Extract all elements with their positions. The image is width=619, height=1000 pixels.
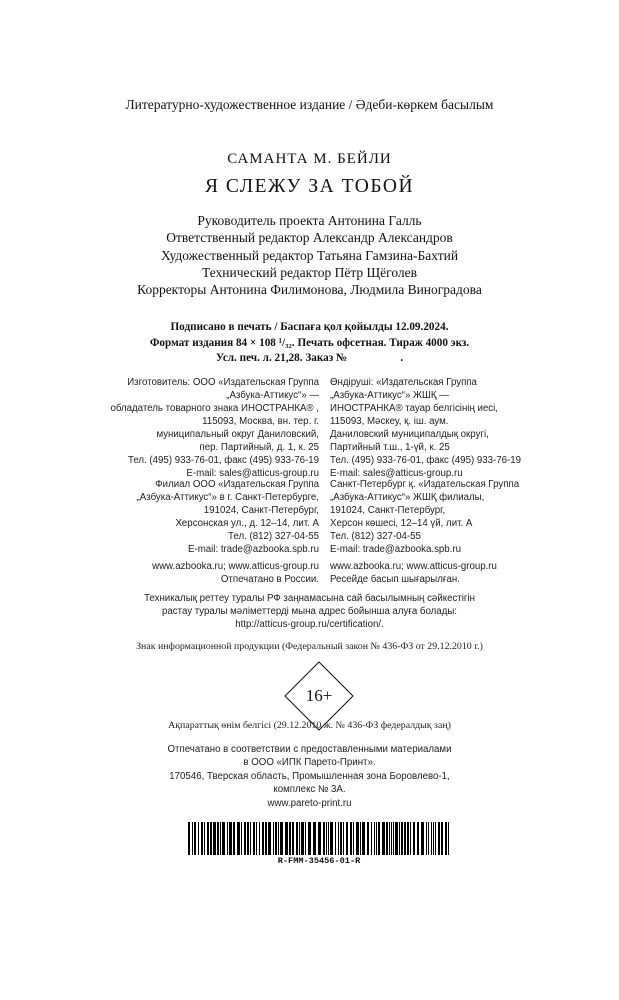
info-sign-kz: Ақпараттық өнім белгісі (29.12.2010 ж. № 436-ФЗ федералдық заң) [168, 720, 451, 731]
barcode-bar [220, 822, 221, 855]
barcode-bar [326, 822, 327, 855]
text-line: Өндіруші: «Издательская Группа [330, 377, 477, 388]
text-line: 191024, Санкт-Петербург, [203, 505, 319, 516]
website-links: www.azbooka.ru; www.atticus-group.ru [330, 561, 497, 572]
barcode [188, 822, 450, 855]
barcode-bar [421, 822, 424, 855]
text-line: Техникалық реттеу туралы РФ заңнамасына сай басылымның сәйкестігін [144, 593, 475, 604]
barcode-bar [335, 822, 336, 855]
barcode-bar [431, 822, 432, 855]
text-line: „Азбука-Аттикус“» — [226, 390, 319, 401]
print-format: Формат издания 84 × 108 ¹/₃₂. Печать офсетная. Тираж 4000 экз. [149, 336, 470, 349]
text-line: Тел. (495) 933-76-01, факс (495) 933-76-19 [330, 455, 522, 466]
book-title: Я СЛЕЖУ ЗА ТОБОЙ [204, 176, 415, 197]
barcode-bar [256, 822, 257, 855]
barcode-bar [308, 822, 311, 855]
barcode-bar [247, 822, 249, 855]
barcode-bar [346, 822, 348, 855]
barcode-bar [438, 822, 440, 855]
text-line: E-mail: trade@azbooka.spb.ru [330, 544, 461, 555]
barcode-bar [404, 822, 406, 855]
barcode-bar [244, 822, 246, 855]
barcode-bar [285, 822, 288, 855]
barcode-bar [323, 822, 325, 855]
barcode-bar [192, 822, 193, 855]
barcode-bar [413, 822, 415, 855]
text-line: обладатель товарного знака ИНОСТРАНКА® , [110, 403, 319, 414]
barcode-bar [268, 822, 271, 855]
barcode-bar [401, 822, 403, 855]
barcode-bar [407, 822, 409, 855]
barcode-bar [299, 822, 300, 855]
barcode-bar [194, 822, 196, 855]
text-line: 115093, Москва, вн. тер. г. [202, 416, 319, 427]
web-kz [330, 560, 570, 586]
barcode-bar [204, 822, 205, 855]
printing-house [0, 743, 619, 810]
credit-tech-editor: Технический редактор Пётр Щёголев [201, 264, 418, 280]
text-line: E-mail: sales@atticus-group.ru [330, 468, 463, 479]
branch-ru [90, 478, 319, 556]
barcode-bar [313, 822, 316, 855]
text-line: комплекс № 3А. [273, 784, 346, 796]
barcode-bar [275, 822, 277, 855]
edition-type: Литературно-художественное издание / Әдеби-көркем басылым [125, 97, 494, 112]
website-links: www.azbooka.ru; www.atticus-group.ru [152, 561, 319, 572]
book-author: САМАНТА М. БЕЙЛИ [227, 151, 392, 167]
text-line: пер. Партийный, д. 1, к. 25 [199, 442, 319, 453]
age-rating: 16+ [305, 686, 333, 705]
manufacturer-ru [90, 376, 319, 480]
credit-proofreaders: Корректоры Антонина Филимонова, Людмила Виноградова [137, 282, 482, 298]
certification-link: http://atticus-group.ru/certification/. [235, 619, 384, 630]
barcode-bar [340, 822, 342, 855]
barcode-bar [417, 822, 419, 855]
manufacturer-kz [330, 376, 570, 480]
barcode-bar [241, 822, 242, 855]
barcode-bar [330, 822, 333, 855]
barcode-bar [318, 822, 321, 855]
print-order: Усл. печ. л. 21,28. Заказ № . [215, 352, 404, 364]
text-line: E-mail: trade@azbooka.spb.ru [188, 544, 319, 555]
barcode-bar [391, 822, 392, 855]
barcode-bar [428, 822, 429, 855]
barcode-bar [356, 822, 359, 855]
web-ru [90, 560, 319, 586]
barcode-bar [207, 822, 209, 855]
text-line: E-mail: sales@atticus-group.ru [186, 468, 319, 479]
barcode-bar [435, 822, 436, 855]
barcode-bar [338, 822, 339, 855]
credit-responsible-editor: Ответственный редактор Александр Александров [166, 230, 453, 246]
text-line: Партийный т.ш., 1-үй, к. 25 [330, 442, 450, 453]
barcode-bar [389, 822, 390, 855]
barcode-bar [292, 822, 294, 855]
barcode-bar [382, 822, 385, 855]
barcode-bar [259, 822, 260, 855]
print-info [0, 320, 619, 367]
barcode-bar [362, 822, 365, 855]
barcode-bar [233, 822, 235, 855]
barcode-bar [353, 822, 354, 855]
barcode-bar [280, 822, 283, 855]
barcode-bar [198, 822, 199, 855]
barcode-bar [262, 822, 264, 855]
barcode-bar [250, 822, 251, 855]
text-line: Изготовитель: ООО «Издательская Группа [127, 377, 319, 388]
text-line: 115093, Мәскеу, қ. іш. аум. [330, 416, 449, 427]
barcode-bar [273, 822, 274, 855]
credit-art-editor: Художественный редактор Татьяна Гамзина-Бахтий [160, 247, 459, 263]
barcode-bar [237, 822, 240, 855]
text-line: 170546, Тверская область, Промышленная зона Боровлево-1, [169, 770, 450, 782]
barcode-bar [399, 822, 400, 855]
text-line: Херсонская ул., д. 12–14, лит. А [175, 518, 319, 529]
barcode-bar [448, 822, 449, 855]
barcode-bar [376, 822, 377, 855]
branch-kz [330, 478, 570, 556]
barcode-bar [441, 822, 443, 855]
barcode-bar [217, 822, 219, 855]
barcode-bar [229, 822, 232, 855]
barcode-bar [305, 822, 306, 855]
barcode-bar [296, 822, 298, 855]
barcode-bar [395, 822, 398, 855]
text-line: Отпечатано в соответствии с предоставленными материалами [167, 744, 452, 755]
barcode-bar [253, 822, 255, 855]
barcode-bar [367, 822, 369, 855]
text-line: ИНОСТРАНКА® тауар белгісінің иесі, [330, 403, 498, 414]
barcode-bar [265, 822, 267, 855]
barcode-text: R-FMM-35456-01-R [277, 856, 361, 866]
printer-website: www.pareto-print.ru [267, 797, 352, 809]
barcode-bar [371, 822, 372, 855]
info-sign-ru: Знак информационной продукции (Федеральный закон № 436-ФЗ от 29.12.2010 г.) [136, 641, 483, 652]
barcode-bar [188, 822, 190, 855]
barcode-bar [433, 822, 434, 855]
barcode-bar [210, 822, 212, 855]
text-line: „Азбука-Аттикус“» ЖШҚ — [330, 390, 449, 401]
barcode-bar [426, 822, 427, 855]
barcode-bar [201, 822, 203, 855]
credits-block [0, 212, 619, 298]
barcode-bar [289, 822, 291, 855]
text-line: муниципальный округ Даниловский, [156, 429, 319, 440]
barcode-bar [227, 822, 228, 855]
barcode-bar [360, 822, 361, 855]
barcode-bar [222, 822, 225, 855]
barcode-bar [410, 822, 411, 855]
text-line: 191024, Санкт-Петербург, [330, 505, 446, 516]
barcode-bar [343, 822, 344, 855]
printed-in-russia-kz: Ресейде басып шығарылған. [330, 574, 460, 585]
tech-regulation [0, 592, 619, 631]
barcode-bar [213, 822, 216, 855]
barcode-bar [374, 822, 375, 855]
text-line: растау туралы мәліметтерді мына адрес бойынша алуға болады: [162, 606, 457, 617]
barcode-bar [445, 822, 447, 855]
print-signed: Подписано в печать / Баспаға қол қойылды 12.09.2024. [170, 321, 449, 333]
barcode-bar [301, 822, 304, 855]
printed-in-russia: Отпечатано в России. [220, 574, 319, 585]
text-line: „Азбука-Аттикус“» ЖШҚ филиалы, [330, 492, 485, 503]
barcode-bar [393, 822, 394, 855]
barcode-bar [386, 822, 388, 855]
text-line: Филиал ООО «Издательская Группа [155, 479, 319, 490]
text-line: Тел. (812) 327-04-55 [228, 531, 319, 542]
barcode-bar [378, 822, 380, 855]
text-line: Санкт-Петербург қ. «Издательская Группа [330, 479, 520, 490]
barcode-bar [350, 822, 352, 855]
text-line: в ООО «ИПК Парето-Принт». [243, 757, 376, 769]
text-line: Тел. (495) 933-76-01, факс (495) 933-76-19 [127, 455, 319, 466]
text-line: Тел. (812) 327-04-55 [330, 531, 421, 542]
text-line: „Азбука-Аттикус“» в г. Санкт-Петербурге, [136, 492, 319, 503]
barcode-bar [278, 822, 279, 855]
text-line: Херсон көшесі, 12–14 үй, лит. А [330, 518, 473, 529]
credit-project-lead: Руководитель проекта Антонина Галль [197, 213, 422, 228]
text-line: Даниловский муниципалдық округі, [330, 429, 489, 440]
barcode-bar [328, 822, 329, 855]
